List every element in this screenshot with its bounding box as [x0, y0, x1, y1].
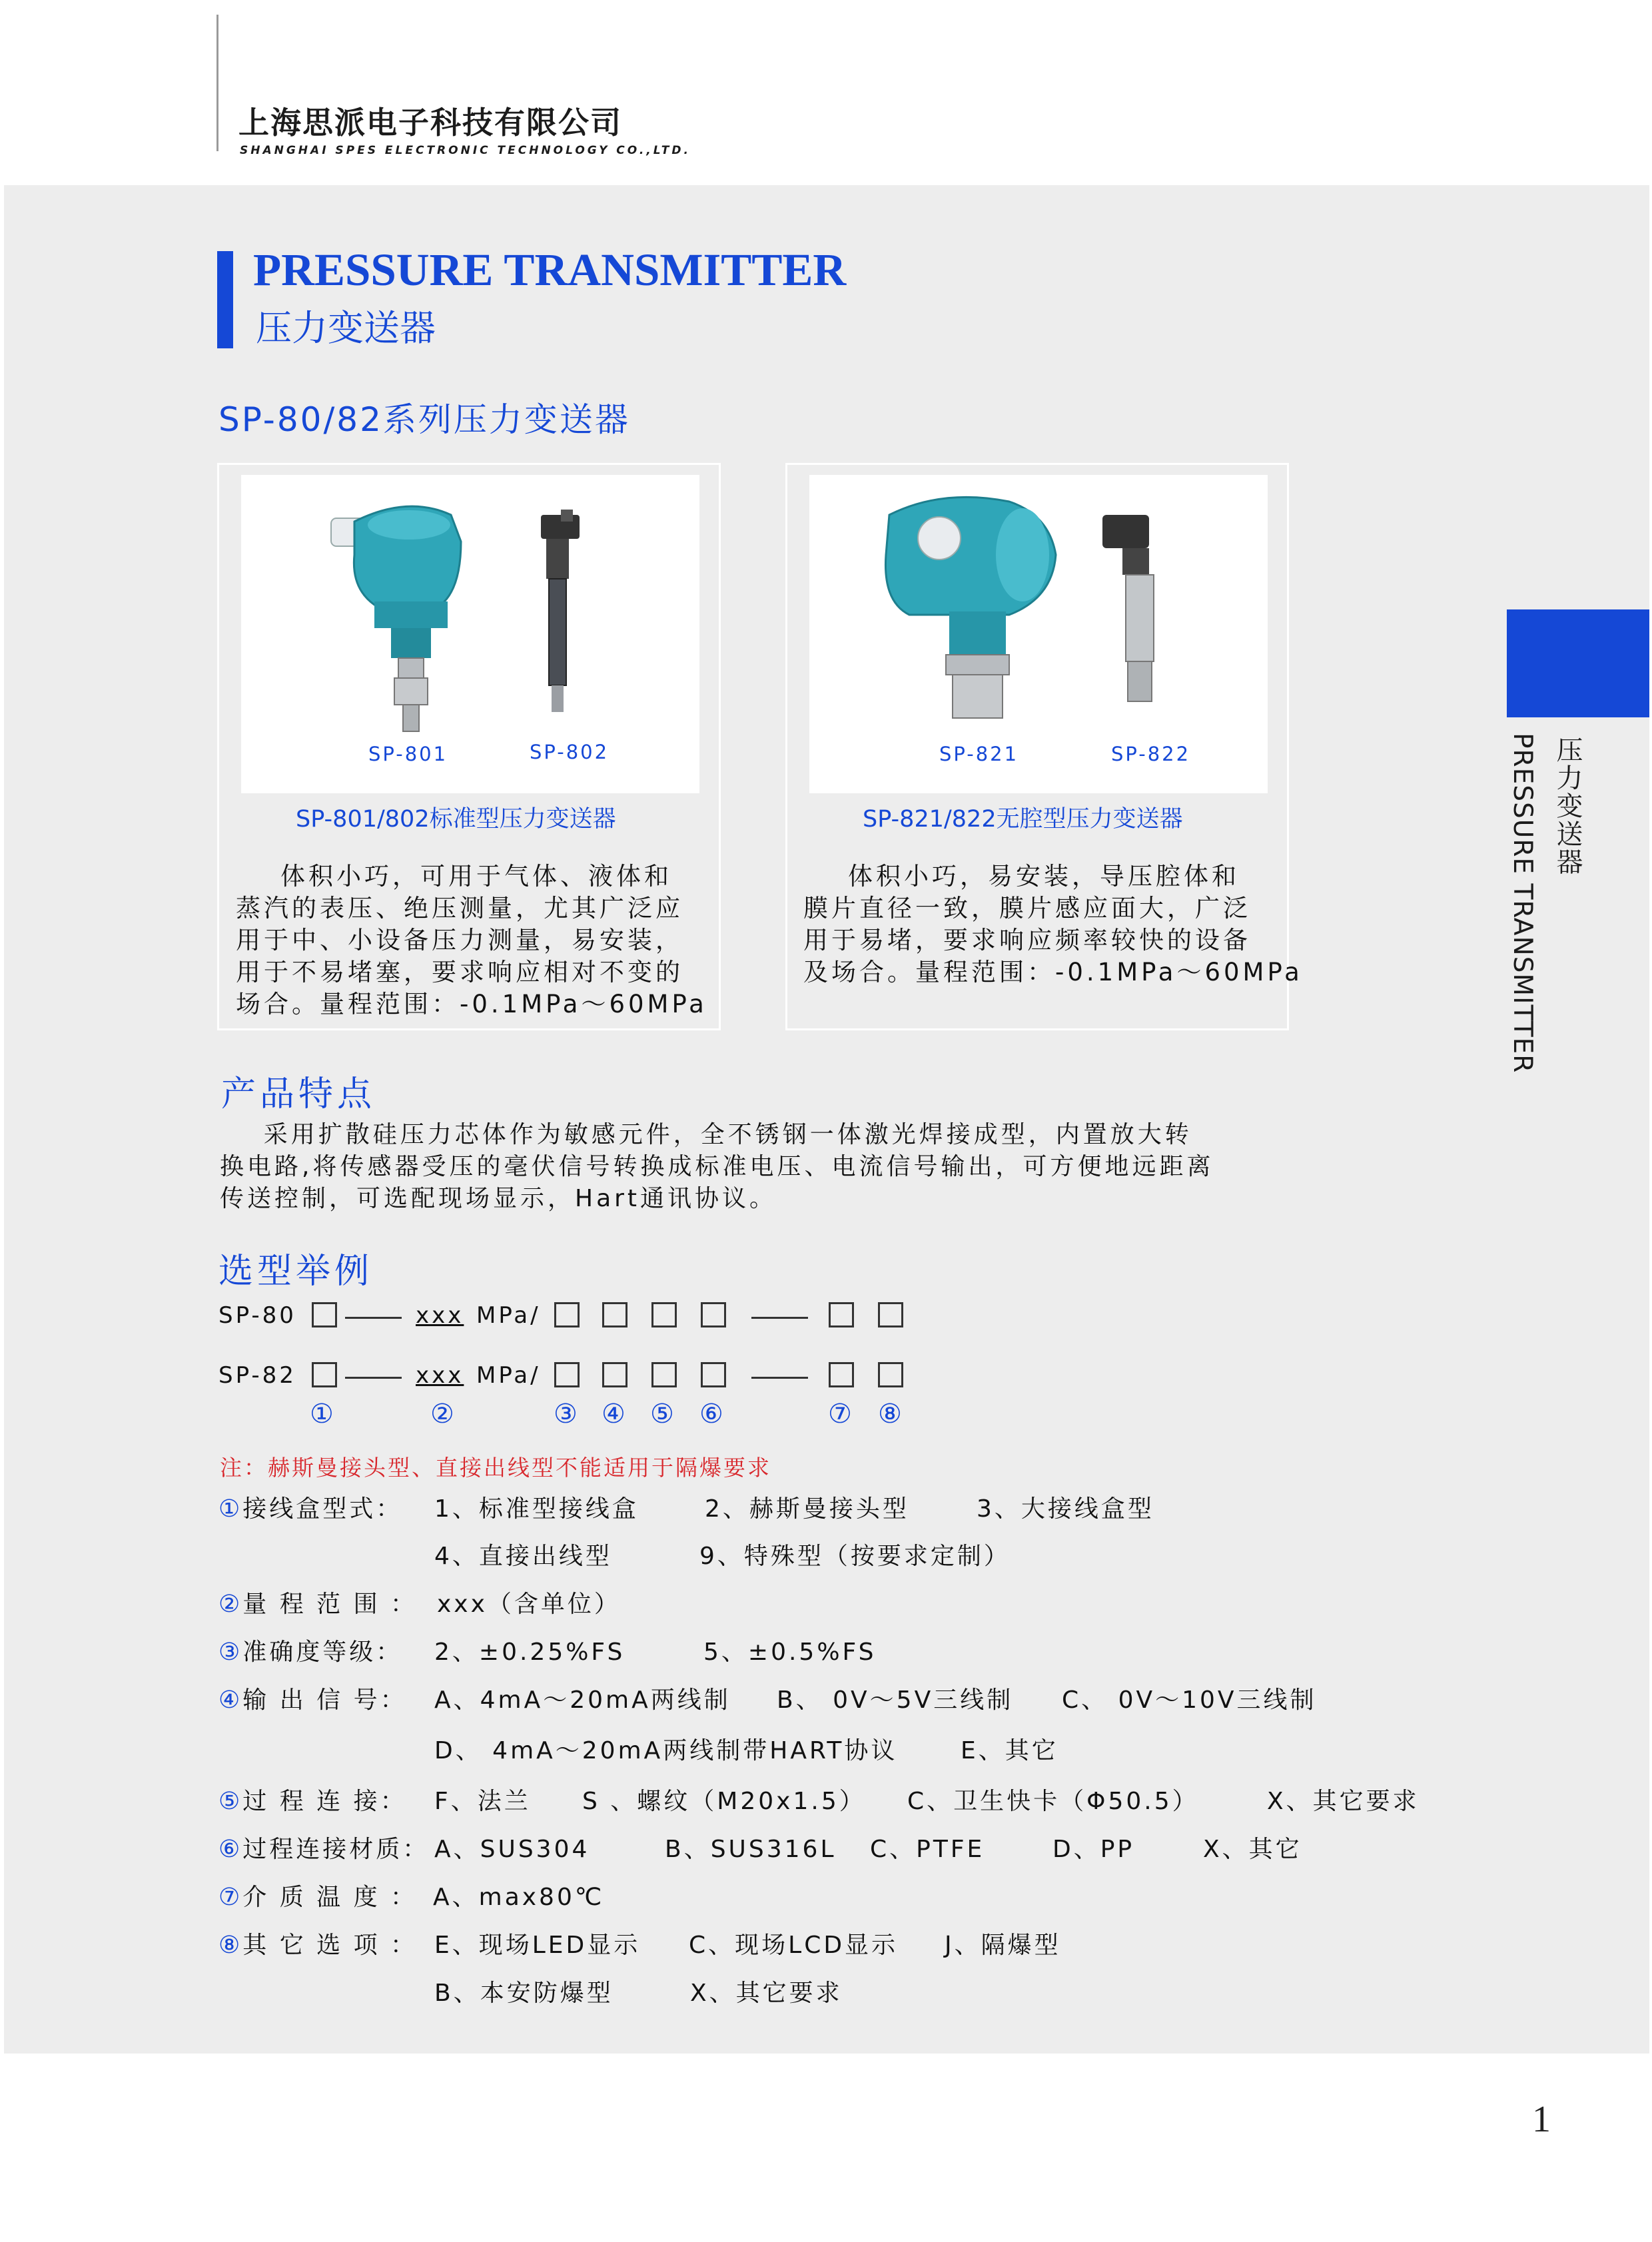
code-dash — [751, 1377, 808, 1379]
page-title-cn: 压力变送器 — [256, 307, 436, 349]
option-value: 2、±0.25%FS — [434, 1639, 625, 1666]
marker-7: ⑦ — [828, 1399, 852, 1429]
card-caption-801-802: SP-801/802标准型压力变送器 — [296, 806, 616, 833]
option-value: B、SUS316L — [665, 1836, 837, 1863]
option-value: X、其它要求 — [690, 1980, 843, 2007]
marker-3: ③ — [554, 1399, 578, 1429]
option-value: X、其它要求 — [1267, 1788, 1420, 1815]
marker-5: ⑤ — [650, 1399, 674, 1429]
option-value: S 、螺纹（M20x1.5） — [582, 1788, 866, 1815]
card-description-801-802: 体积小巧，可用于气体、液体和 蒸汽的表压、绝压测量，尤其广泛应 用于中、小设备压力测量，易安装， 用于不易堵塞，要求响应相对不变的 场合。量程范围：-0.1MPa～60MPa — [236, 862, 707, 1018]
code-box-7 — [829, 1302, 854, 1327]
selection-note: 注：赫斯曼接头型、直接出线型不能适用于隔爆要求 — [220, 1455, 771, 1481]
transmitter-821-illustration — [809, 475, 1268, 793]
code-range: xxx — [416, 1362, 464, 1389]
option-value: D、 4mA～20mA两线制带HART协议 — [434, 1737, 898, 1764]
option-2: ②量 程 范 围 ： — [218, 1591, 418, 1618]
marker-4: ④ — [602, 1399, 625, 1429]
code-box-3 — [554, 1302, 580, 1327]
option-value: F、法兰 — [434, 1788, 531, 1815]
sidebar-accent-block — [1507, 609, 1649, 717]
title-accent-bar — [217, 251, 233, 348]
option-value: B、 0V～5V三线制 — [777, 1686, 1014, 1714]
option-value: J、隔爆型 — [945, 1932, 1061, 1959]
marker-8: ⑧ — [878, 1399, 902, 1429]
code-box-7 — [829, 1362, 854, 1387]
option-value: B、本安防爆型 — [434, 1980, 614, 2007]
option-value: 9、特殊型（按要求定制） — [699, 1543, 1011, 1570]
code-unit: MPa/ — [476, 1362, 541, 1389]
option-value: D、PP — [1052, 1836, 1135, 1863]
features-paragraph: 采用扩散硅压力芯体作为敏感元件，全不锈钢一体激光焊接成型，内置放大转 换电路,将传感器受压的毫伏信号转换成标准电压、电流信号输出，可方便地远距离 传送控制，可选配现场显示，Hart通讯协议。 — [220, 1121, 1214, 1212]
code-box-5 — [651, 1302, 677, 1327]
sidebar-label-cn: 压力变送器 — [1552, 736, 1583, 876]
code-box-1 — [312, 1362, 337, 1387]
card-caption-821-822: SP-821/822无腔型压力变送器 — [863, 806, 1183, 833]
option-4-line-1: ④输 出 信 号： — [218, 1686, 407, 1714]
code-dash — [751, 1317, 808, 1319]
option-value: 2、赫斯曼接头型 — [705, 1495, 909, 1523]
model-code-row-sp82 — [218, 1362, 951, 1391]
code-box-8 — [878, 1362, 903, 1387]
option-value: A、4mA～20mA两线制 — [434, 1686, 731, 1714]
model-label-sp801: SP-801 — [368, 743, 448, 765]
option-value: xxx（含单位） — [437, 1591, 621, 1618]
option-value: C、 0V～10V三线制 — [1062, 1686, 1317, 1714]
company-name-en: SHANGHAI SPES ELECTRONIC TECHNOLOGY CO.,LTD. — [240, 144, 691, 157]
option-6: ⑥过程连接材质： — [218, 1836, 430, 1863]
model-label-sp821: SP-821 — [939, 743, 1019, 765]
option-value: C、PTFE — [870, 1836, 985, 1863]
code-box-6 — [701, 1302, 726, 1327]
marker-1: ① — [310, 1399, 334, 1429]
marker-6: ⑥ — [699, 1399, 723, 1429]
position-markers — [218, 1399, 951, 1432]
option-value: E、现场LED显示 — [434, 1932, 641, 1959]
option-value: C、卫生快卡（Φ50.5） — [907, 1788, 1199, 1815]
model-label-sp822: SP-822 — [1111, 743, 1191, 765]
option-8-line-1: ⑧其 它 选 项 ： — [218, 1932, 418, 1959]
code-box-6 — [701, 1362, 726, 1387]
code-unit: MPa/ — [476, 1302, 541, 1329]
option-value: X、其它 — [1203, 1836, 1302, 1863]
code-range: xxx — [416, 1302, 464, 1329]
sidebar-label-en: PRESSURE TRANSMITTER — [1507, 733, 1537, 1074]
code-box-1 — [312, 1302, 337, 1327]
code-dash — [345, 1377, 402, 1379]
company-name-cn: 上海思派电子科技有限公司 — [238, 105, 622, 141]
card-description-821-822: 体积小巧，易安装，导压腔体和 膜片直径一致，膜片感应面大，广泛 用于易堵，要求响应频率较快的设备 及场合。量程范围：-0.1MPa～60MPa — [803, 862, 1303, 986]
transmitter-801-illustration — [241, 475, 699, 793]
model-code-row-sp80 — [218, 1302, 951, 1331]
code-prefix: SP-80 — [218, 1302, 296, 1329]
option-value: A、max80℃ — [433, 1884, 605, 1911]
header-divider — [216, 15, 218, 151]
option-1-line-1: ①接线盒型式： — [218, 1495, 403, 1523]
option-value: 3、大接线盒型 — [977, 1495, 1154, 1523]
option-value: 4、直接出线型 — [434, 1543, 612, 1570]
selection-heading: 选型举例 — [218, 1252, 374, 1292]
code-box-4 — [602, 1302, 627, 1327]
product-photo-821-822 — [809, 475, 1268, 793]
option-value: A、SUS304 — [434, 1836, 590, 1863]
option-5: ⑤过 程 连 接： — [218, 1788, 407, 1815]
option-value: 5、±0.5%FS — [703, 1639, 877, 1666]
option-value: C、现场LCD显示 — [689, 1932, 899, 1959]
code-box-4 — [602, 1362, 627, 1387]
option-3: ③准确度等级： — [218, 1639, 403, 1666]
series-title: SP-80/82系列压力变送器 — [218, 400, 630, 439]
code-box-3 — [554, 1362, 580, 1387]
marker-2: ② — [430, 1399, 454, 1429]
code-box-8 — [878, 1302, 903, 1327]
product-photo-801-802 — [241, 475, 699, 793]
code-prefix: SP-82 — [218, 1362, 296, 1389]
code-dash — [345, 1317, 402, 1319]
features-heading: 产品特点 — [221, 1074, 376, 1114]
option-value: E、其它 — [961, 1737, 1058, 1764]
page-number: 1 — [1532, 2099, 1551, 2140]
page-title-en: PRESSURE TRANSMITTER — [253, 244, 847, 295]
code-box-5 — [651, 1362, 677, 1387]
option-value: 1、标准型接线盒 — [434, 1495, 639, 1523]
model-label-sp802: SP-802 — [530, 741, 610, 763]
option-7: ⑦介 质 温 度 ： — [218, 1884, 418, 1911]
